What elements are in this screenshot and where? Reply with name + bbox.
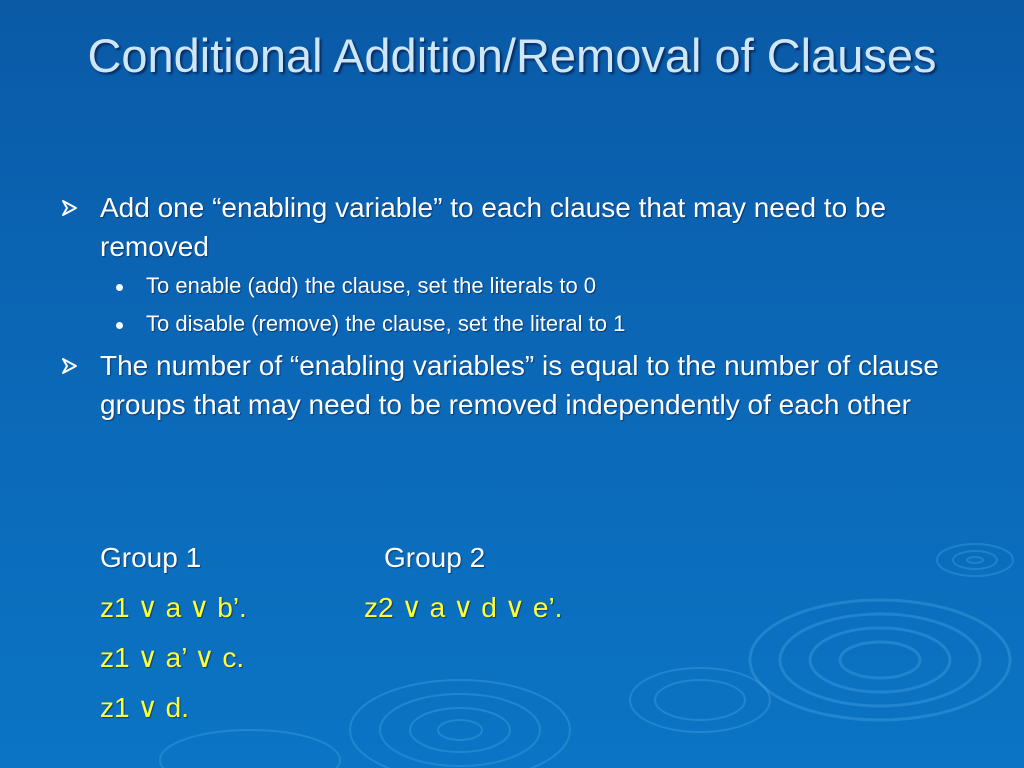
clause-row — [100, 690, 800, 740]
sub-bullet-item — [58, 270, 978, 302]
group1-clause: z1 ∨ a’ ∨ c. — [100, 642, 245, 673]
bullet-text: The number of “enabling variables” is equal to the number of clause groups that may need to be removed independently of each other — [100, 350, 939, 420]
group2-clause: z2 ∨ a ∨ d ∨ e’. — [364, 592, 563, 623]
bullet-item — [58, 346, 978, 424]
bullet-item — [58, 188, 978, 266]
group2-label: Group 2 — [384, 542, 486, 573]
clause-row — [100, 640, 800, 690]
sub-bullet-item — [58, 308, 978, 340]
clause-groups — [100, 540, 800, 740]
bullet-list — [58, 188, 978, 428]
arrowhead-bullet-icon — [60, 356, 80, 376]
group-header-row — [100, 540, 800, 590]
group1-clause: z1 ∨ a ∨ b’. — [100, 592, 247, 623]
group1-label: Group 1 — [100, 542, 202, 573]
sub-bullet-text: To enable (add) the clause, set the literals to 0 — [146, 273, 597, 298]
group1-clause: z1 ∨ d. — [100, 692, 189, 723]
bullet-text: Add one “enabling variable” to each clause that may need to be removed — [100, 192, 887, 262]
round-dot-bullet-icon — [116, 284, 123, 291]
sub-bullet-text: To disable (remove) the clause, set the literal to 1 — [146, 311, 626, 336]
arrowhead-bullet-icon — [60, 198, 80, 218]
round-dot-bullet-icon — [116, 322, 123, 329]
slide-title: Conditional Addition/Removal of Clauses — [87, 29, 937, 82]
clause-row — [100, 590, 800, 640]
